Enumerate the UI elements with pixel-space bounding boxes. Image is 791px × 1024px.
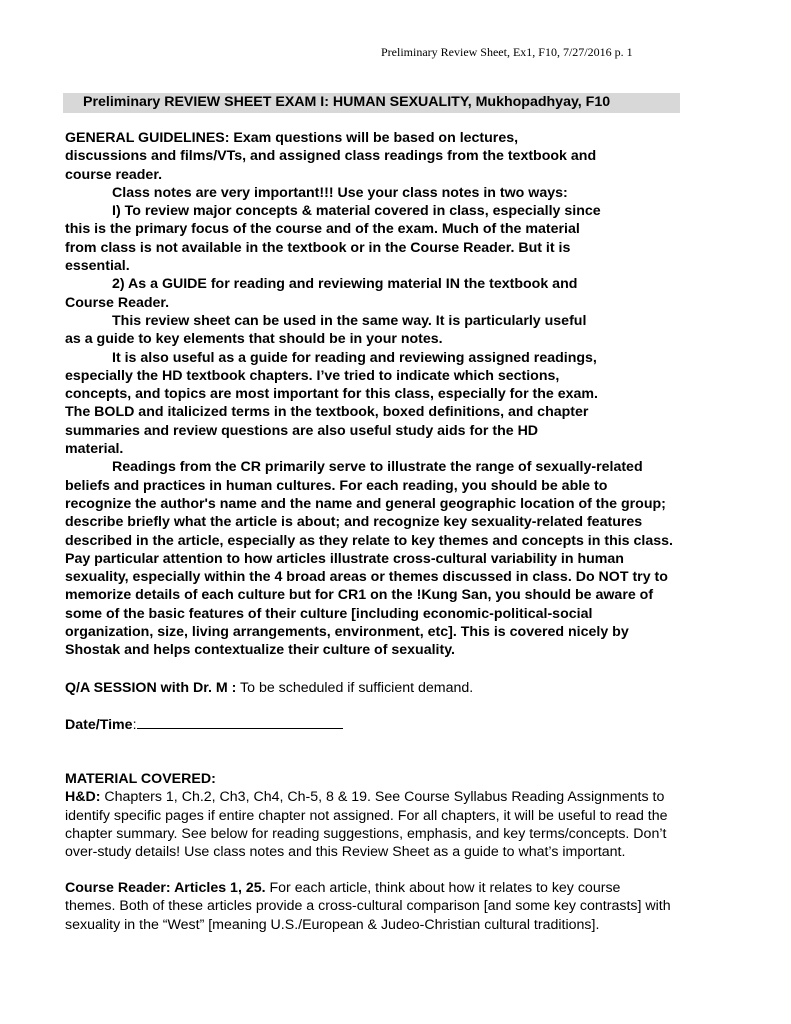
guidelines-line: from class is not available in the textbook or in the Course Reader. But it is <box>65 239 571 256</box>
guidelines-line: Course Reader. <box>65 294 170 311</box>
guidelines-line: essential. <box>65 258 130 275</box>
guidelines-line: summaries and review questions are also useful study aids for the HD <box>65 422 539 439</box>
guidelines-line: Class notes are very important!!! Use your class notes in two ways: <box>112 184 568 201</box>
guidelines-heading: GENERAL GUIDELINES <box>65 130 225 146</box>
material-heading: MATERIAL COVERED: <box>65 771 216 787</box>
guidelines-line: sexuality, especially within the 4 broad areas or themes discussed in class. Do NOT try to <box>65 569 668 586</box>
guidelines-line: this is the primary focus of the course and of the exam. Much of the material <box>65 221 580 238</box>
guidelines-line: I) To review major concepts & material covered in class, especially since <box>112 203 601 220</box>
hd-text: Chapters 1, Ch.2, Ch3, Ch4, Ch-5, 8 & 19. See Course Syllabus Reading Assignments to <box>100 789 665 806</box>
guidelines-line: recognize the author's name and the name and general geographic location of the group; <box>65 495 666 512</box>
guidelines-line: organization, size, living arrangements, environment, etc]. This is covered nicely by <box>65 624 629 641</box>
cr-text: For each article, think about how it relates to key course <box>265 880 621 896</box>
qa-text: To be scheduled if sufficient demand. <box>236 680 474 696</box>
guidelines-line: The BOLD and italicized terms in the textbook, boxed definitions, and chapter <box>65 404 589 421</box>
datetime-label: Date/Time <box>65 717 133 733</box>
guidelines-line: course reader. <box>65 166 163 183</box>
material-covered-section <box>65 770 745 861</box>
guidelines-line: beliefs and practices in human cultures. For each reading, you should be able to <box>65 477 608 494</box>
general-guidelines-section <box>65 129 745 660</box>
hd-label: H&D: <box>65 789 101 806</box>
hd-line: over-study details! Use class notes and this Review Sheet as a guide to what’s important. <box>65 844 626 861</box>
guidelines-line: Pay particular attention to how articles illustrate cross-cultural variability in human <box>65 550 624 567</box>
guidelines-line: This review sheet can be used in the same way. It is particularly useful <box>112 312 587 329</box>
guidelines-text: : Exam questions will be based on lectures, <box>224 130 519 146</box>
datetime-separator: : <box>132 717 137 733</box>
guidelines-line: describe briefly what the article is about; and recognize key sexuality-related features <box>65 514 643 531</box>
hd-line: identify specific pages if entire chapter not assigned. For all chapters, it will be useful to read the <box>65 807 668 824</box>
document-title: Preliminary REVIEW SHEET EXAM I: HUMAN SEXUALITY, Mukhopadhyay, F10 <box>83 94 611 110</box>
cr-label: Course Reader: Articles 1, 25. <box>65 880 266 896</box>
datetime-field <box>65 715 745 734</box>
course-reader-section <box>65 879 745 934</box>
cr-line: themes. Both of these articles provide a cross-cultural comparison [and some key contrasts] with <box>65 898 671 915</box>
guidelines-line: Shostak and helps contextualize their culture of sexuality. <box>65 642 455 659</box>
qa-label: Q/A SESSION with Dr. M : <box>65 680 237 696</box>
guidelines-line: discussions and films/VTs, and assigned class readings from the textbook and <box>65 148 597 165</box>
guidelines-line: described in the article, especially as they relate to key themes and concepts in this class. <box>65 532 673 549</box>
guidelines-line: 2) As a GUIDE for reading and reviewing material IN the textbook and <box>112 276 578 293</box>
guidelines-line: concepts, and topics are most important for this class, especially for the exam. <box>65 386 598 403</box>
datetime-blank-line <box>137 715 343 729</box>
qa-session <box>65 679 745 697</box>
hd-line: chapter summary. See below for reading suggestions, emphasis, and key terms/concepts. Don’t <box>65 825 667 842</box>
cr-line: sexuality in the “West” [meaning U.S./European & Judeo-Christian cultural traditions]. <box>65 916 600 933</box>
guidelines-line: as a guide to key elements that should be in your notes. <box>65 331 443 348</box>
guidelines-line: memorize details of each culture but for CR1 on the !Kung San, you should be aware of <box>65 587 654 604</box>
guidelines-line: material. <box>65 441 124 458</box>
guidelines-line: Readings from the CR primarily serve to illustrate the range of sexually-related <box>112 459 643 476</box>
guidelines-line: It is also useful as a guide for reading and reviewing assigned readings, <box>112 349 597 366</box>
guidelines-line: some of the basic features of their culture [including economic-political-social <box>65 605 593 622</box>
running-header: Preliminary Review Sheet, Ex1, F10, 7/27/2016 p. 1 <box>381 45 633 59</box>
guidelines-line: especially the HD textbook chapters. I’ve tried to indicate which sections, <box>65 367 560 384</box>
